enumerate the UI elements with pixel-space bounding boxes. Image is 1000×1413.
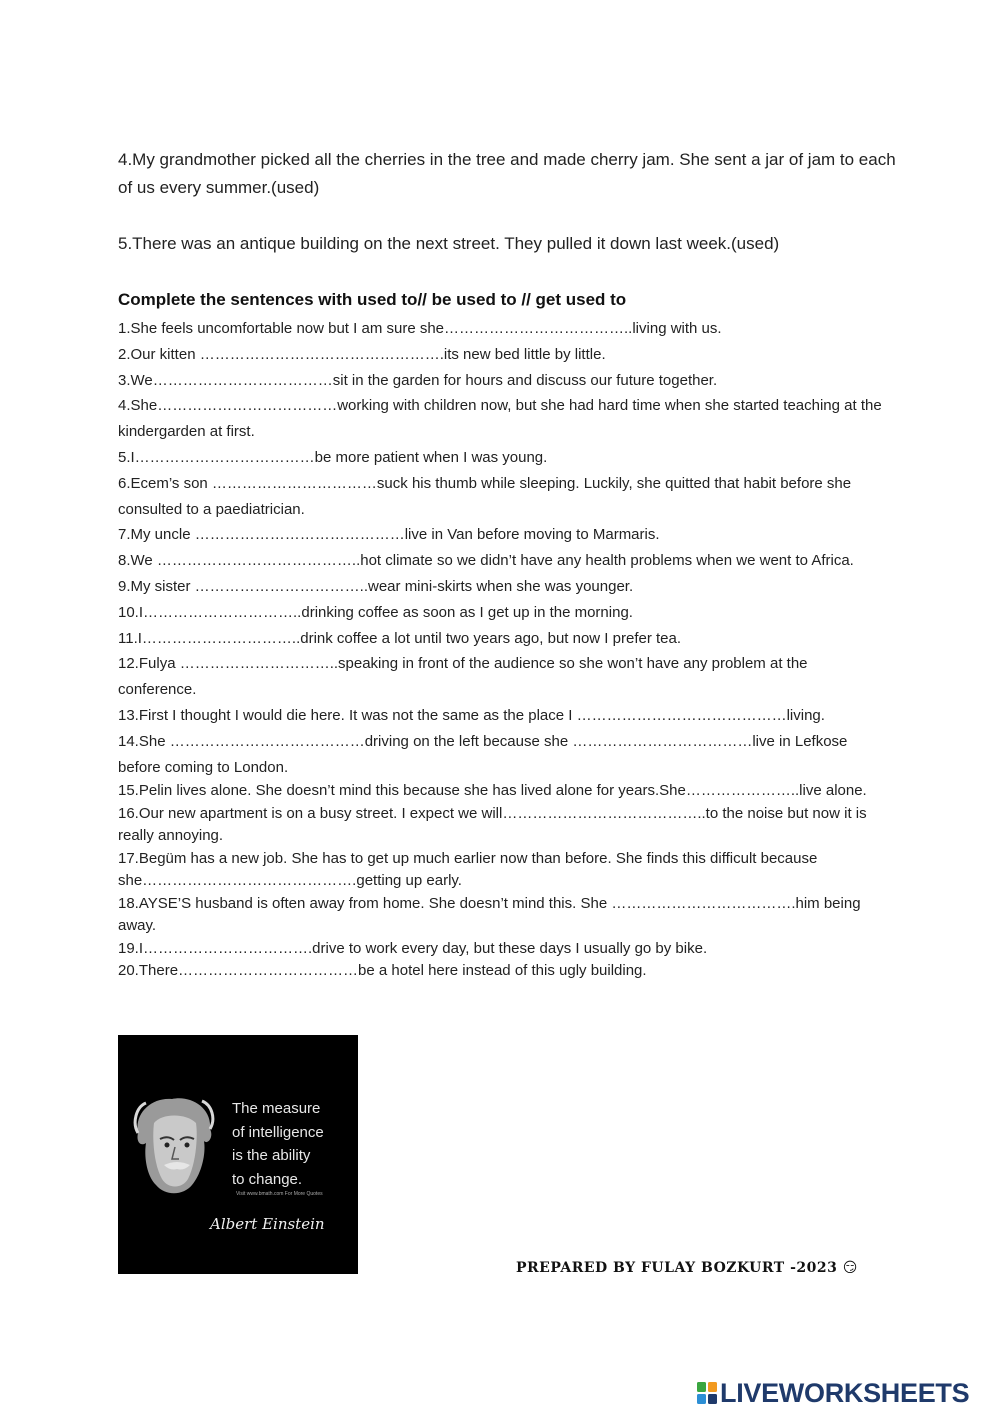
exercise-item-18: 18.AYSE’S husband is often away from home. She doesn’t mind this. She ……………………………….him being away. [118, 894, 861, 935]
exercise-item-20: 20.There………………………………be a hotel here instead of this ugly building. [118, 962, 647, 980]
question-5: 5.There was an antique building on the next street. They pulled it down last week.(used) [118, 234, 780, 253]
exercise-item-12: 12.Fulya …………………………..speaking in front of the audience so she won’t have any problem at the conference. [118, 655, 808, 699]
exercise-item-15: 15.Pelin lives alone. She doesn’t mind this because she has lived alone for years.She…………………..live alone. [118, 782, 867, 800]
exercise-item-4: 4.She………………………………working with children now, but she had hard time when she started teaching at the kindergarden at first. [118, 397, 882, 441]
portrait-icon [132, 1093, 216, 1201]
exercise-item-14: 14.She …………………………………driving on the left because she ………………………………live in Lefkose before coming to London. [118, 732, 848, 776]
exercise-item-5: 5.I………………………………be more patient when I was young. [118, 448, 548, 466]
exercise-item-10: 10.I…………………………..drinking coffee as soon as I get up in the morning. [118, 603, 633, 621]
exercise-item-13: 13.First I thought I would die here. It was not the same as the place I ……………………………………living. [118, 706, 825, 724]
prepared-by-text: PREPARED BY FULAY BOZKURT -2023 [516, 1260, 838, 1276]
exercise-item-7: 7.My uncle ……………………………………live in Van before moving to Marmaris. [118, 526, 660, 544]
exercise-item-17: 17.Begüm has a new job. She has to get up much earlier now than before. She finds this difficult because she…………………………………….getting up early. [118, 849, 818, 890]
exercise-item-2: 2.Our kitten ………………………………………….its new bed little by little. [118, 345, 606, 363]
exercise-item-6: 6.Ecem’s son ……………………………suck his thumb while sleeping. Luckily, she quitted that habit before she consulted to a paediatrician. [118, 474, 852, 518]
intro-questions [118, 146, 908, 286]
prepared-by [516, 1260, 858, 1276]
liveworksheets-wordmark: LIVEWORKSHEETS [720, 1377, 970, 1408]
section-heading: Complete the sentences with used to// be used to // get used to [118, 290, 627, 309]
exercise-list [118, 316, 888, 983]
exercise-item-16: 16.Our new apartment is on a busy street. I expect we will…………………………………..to the noise but now it is really annoying. [118, 804, 867, 845]
smirk-face-icon: 😏 [842, 1260, 858, 1276]
exercise-item-11: 11.I…………………………..drink coffee a lot until two years ago, but now I prefer tea. [118, 629, 682, 647]
exercise-item-8: 8.We …………………………………..hot climate so we didn’t have any health problems when we went to Africa. [118, 552, 854, 570]
quote-source-note: Visit www.bmath.com For More Quotes [236, 1191, 323, 1197]
quote-image [118, 1035, 358, 1274]
quote-signature: Albert Einstein [210, 1215, 325, 1233]
exercise-item-19: 19.I…………………………….drive to work every day, but these days I usually go by bike. [118, 939, 708, 957]
quote-text [232, 1097, 354, 1191]
quote-line-2: of intelligence [232, 1123, 324, 1141]
exercise-item-1: 1.She feels uncomfortable now but I am sure she………………………………..living with us. [118, 320, 722, 337]
quote-line-3: is the ability [232, 1147, 311, 1164]
exercise-item-9: 9.My sister ……………………………..wear mini-skirts when she was younger. [118, 577, 634, 595]
exercise-item-3: 3.We………………………………sit in the garden for hours and discuss our future together. [118, 371, 718, 389]
quote-line-4: to change. [232, 1170, 303, 1188]
liveworksheets-logo [696, 1378, 969, 1408]
quote-line-1: The measure [232, 1100, 321, 1117]
question-4: 4.My grandmother picked all the cherries in the tree and made cherry jam. She sent a jar of jam to each of us every summer.(used) [118, 150, 896, 197]
liveworksheets-logo-icon [696, 1381, 718, 1405]
